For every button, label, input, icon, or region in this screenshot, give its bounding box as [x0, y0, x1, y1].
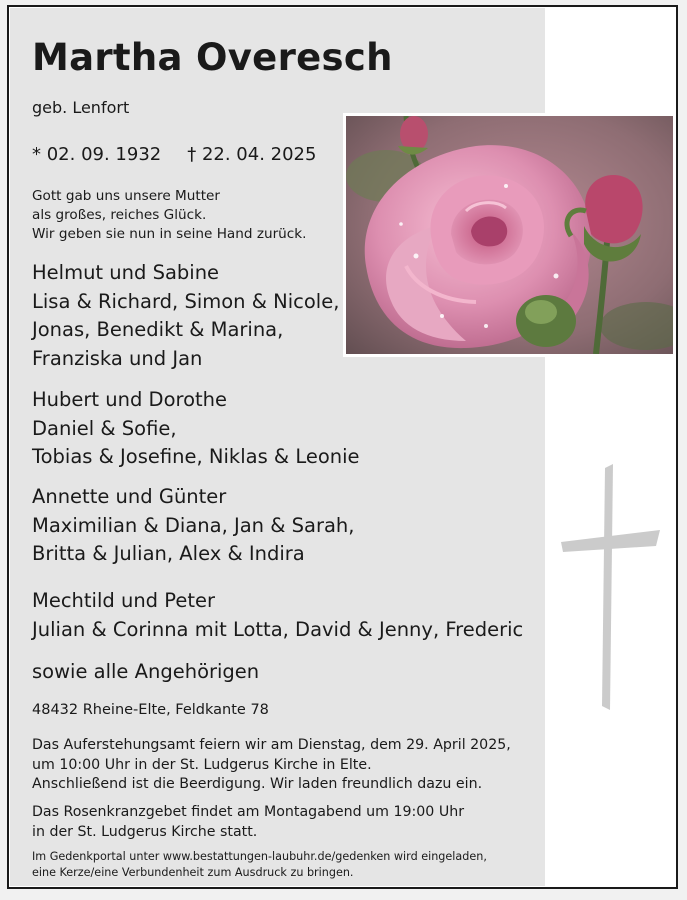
pink-rose-photo	[343, 113, 676, 357]
relatives-line: sowie alle Angehörigen	[32, 660, 260, 683]
life-dates	[32, 144, 316, 165]
portal-info: Im Gedenkportal unter www.bestattungen-laubuhr.de/gedenken wird eingeladen, eine Kerze/eine Verbundenheit zum Ausdruck zu bringen.	[32, 850, 487, 879]
family-group: Helmut und Sabine Lisa & Richard, Simon & Nicole, Jonas, Benedikt & Marina, Franziska und Jan	[32, 261, 340, 370]
address: 48432 Rheine-Elte, Feldkante 78	[32, 702, 269, 718]
cross-icon	[558, 460, 663, 715]
memorial-verse: Gott gab uns unsere Mutter als großes, reiches Glück. Wir geben sie nun in seine Hand zurück.	[32, 188, 307, 242]
rosary-info: Das Rosenkranzgebet findet am Montagabend um 19:00 Uhr in der St. Ludgerus Kirche statt.	[32, 804, 465, 840]
deceased-name: Martha Overesch	[32, 36, 393, 79]
death-date: † 22. 04. 2025	[187, 144, 317, 165]
birth-name: geb. Lenfort	[32, 98, 130, 117]
service-info: Das Auferstehungsamt feiern wir am Dienstag, dem 29. April 2025, um 10:00 Uhr in der St. Ludgerus Kirche in Elte. Anschließend ist die Beerdigung. Wir laden freundlich dazu ein.	[32, 737, 511, 792]
birth-date: * 02. 09. 1932	[32, 144, 162, 165]
family-group: Mechtild und Peter Julian & Corinna mit Lotta, David & Jenny, Frederic	[32, 589, 524, 641]
family-group: Annette und Günter Maximilian & Diana, Jan & Sarah, Britta & Julian, Alex & Indira	[32, 485, 355, 565]
family-group: Hubert und Dorothe Daniel & Sofie, Tobias & Josefine, Niklas & Leonie	[32, 388, 360, 468]
